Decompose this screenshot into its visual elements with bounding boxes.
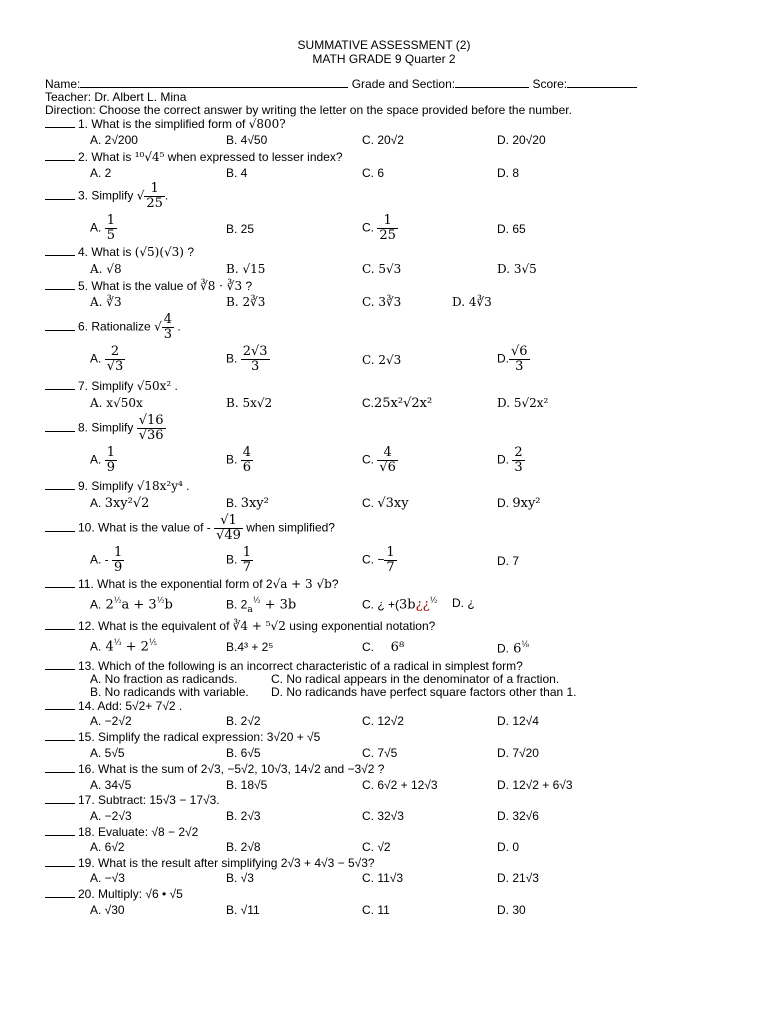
question-text: 16. What is the sum of 2√3, −5√2, 10√3, 14√2 and −3√2 ? [78,762,385,776]
question-18 [45,825,198,839]
name-label: Name: [45,77,81,91]
option-d: D. 4∛3 [452,295,492,309]
fraction: $\frac{4}{3}$ [163,312,172,342]
score-label: Score: [532,77,568,91]
option-c: C. 6√2 + 12√3 [362,778,438,792]
option-d: D. 9xy² [497,496,541,511]
option-c: C. 11√3 [362,871,404,885]
answer-blank[interactable] [45,150,75,161]
question-text: 19. What is the result after simplifying 2√3 + 4√3 − 5√3? [78,856,375,870]
option-c: C. 7√5 [362,746,398,760]
option-b: B. √3 [226,871,254,885]
option-b: B. 2√8 [226,840,261,854]
question-12 [45,619,435,633]
option-a: A. No fraction as radicands. [90,672,238,686]
option-a: A. −√3 [90,871,125,885]
question-tail: when expressed to lesser index? [167,150,343,164]
answer-blank[interactable] [45,279,75,290]
question-11 [45,577,339,591]
option-c: C. 12√2 [362,714,404,728]
question-text: 17. Subtract: 15√3 − 17√3. [78,793,220,807]
answer-blank[interactable] [45,659,75,670]
question-math: ¹⁰√4⁵ [134,150,165,164]
option-c: C. √2 [362,840,391,854]
question-tail: . [174,379,178,393]
option-b: B. 3xy² [226,496,269,511]
name-blank[interactable] [80,87,348,88]
option-c: C. − $\frac{1}{7}$ [362,545,395,575]
question-text: 15. Simplify the radical expression: 3√20 + √5 [78,730,321,744]
option-b: B. 2√2 [226,714,261,728]
question-text: 20. Multiply: √6 • √5 [78,887,183,901]
answer-blank[interactable] [45,421,75,432]
answer-blank[interactable] [45,619,75,630]
question-math: √18x²y⁴ [136,479,183,493]
answer-blank[interactable] [45,117,75,128]
option-a: A. $4^{\frac{1}{3}} + 2^{\frac{1}{5}}$ [90,638,157,655]
option-d: D. 3√5 [497,262,537,276]
option-d: D. 5√2x² [497,396,549,410]
answer-blank[interactable] [45,577,75,588]
question-tail: ? [331,577,339,591]
question-text: 4. What is [78,245,132,259]
option-c: C. 6 [362,166,385,180]
option-c: C. ¿ +(3b¿¿$^{\frac{1}{2}}$ [362,596,438,613]
option-a: A. √8 [90,262,122,276]
answer-blank[interactable] [45,856,75,867]
option-d: D. 21√3 [497,871,539,885]
question-19 [45,856,375,870]
question-13 [45,659,523,673]
question-9 [45,479,189,493]
option-a: A. $\frac{1}{9}$ [90,445,115,475]
option-d: D. 20√20 [497,133,546,147]
fraction: $\frac{√16}{√36}$ [138,413,164,443]
question-tail: using exponential notation? [289,619,436,633]
answer-blank[interactable] [45,793,75,804]
option-b: B. 4√50 [226,133,268,147]
option-d: D. 0 [497,840,520,854]
question-text: 18. Evaluate: √8 − 2√2 [78,825,199,839]
question-text: 10. What is the value of - [78,520,211,535]
option-b: B. $\frac{4}{6}$ [226,445,251,475]
option-a: A. −2√2 [90,714,132,728]
question-1 [45,117,286,131]
option-c: C. √3xy [362,496,409,511]
option-d: D. 65 [497,222,526,236]
option-b: B. $2_a^{\frac{1}{2}} + 3b$ [226,596,297,615]
question-10 [45,514,335,543]
grade-label: Grade and Section: [351,77,456,91]
option-a: A. ∛3 [90,295,122,309]
option-b: B. 6√5 [226,746,261,760]
fraction: $\frac{√1}{√49}$ [216,513,241,543]
option-b: B. 5x√2 [226,396,273,410]
question-text: 8. Simplify [78,420,134,435]
answer-blank[interactable] [45,762,75,773]
option-c: C. 20√2 [362,133,404,147]
option-a: A. $\frac{1}{5}$ [90,213,115,243]
question-tail: ? [245,279,253,293]
option-d: D. $\frac{√6}{3}$ [497,344,528,374]
option-a: A. 5√5 [90,746,125,760]
question-4 [45,245,194,259]
question-text: 2. What is [78,150,132,164]
option-c: C.25x²√2x² [362,396,433,411]
question-math: ∛4 + ⁵√2 [232,619,286,633]
question-tail: ? [187,245,195,259]
option-b: B. √11 [226,903,260,917]
option-a: A. 6√2 [90,840,125,854]
option-c: C. 32√3 [362,809,404,823]
option-b: B.4³ + 2⁵ [226,640,274,654]
question-20 [45,887,183,901]
question-text: 3. Simplify [78,188,134,203]
question-5 [45,279,252,293]
answer-blank[interactable] [45,825,75,836]
answer-blank[interactable] [45,320,75,331]
question-math: √a + 3 √b [272,577,332,591]
option-d: D. ¿ [452,596,475,610]
question-text: 11. What is the exponential form of 2 [78,577,273,591]
question-tail: when simplified? [246,520,335,535]
answer-blank[interactable] [45,887,75,898]
student-info-line [45,77,637,91]
option-a: A. −2√3 [90,809,132,823]
answer-blank[interactable] [45,730,75,741]
question-text: 1. What is the simplified form of [78,117,246,131]
option-d: D. 7√20 [497,746,539,760]
question-tail: . [186,479,190,493]
question-math: (√5)(√3) [134,245,184,259]
option-b: B. 2∛3 [226,295,266,309]
question-15 [45,730,320,744]
question-16 [45,762,384,776]
direction-line: Direction: Choose the correct answer by writing the letter on the space provided before the number. [45,103,572,117]
option-b: B. No radicands with variable. [90,685,249,699]
option-d: D. No radicands have perfect square factors other than 1. [271,685,577,699]
option-a: A. 2 [90,166,112,180]
answer-blank[interactable] [45,189,75,200]
option-d: D. 12√2 + 6√3 [497,778,573,792]
option-a: A. 34√5 [90,778,132,792]
answer-blank[interactable] [45,699,75,710]
option-a: A. √30 [90,903,125,917]
score-blank[interactable] [567,87,637,88]
question-text: 12. What is the equivalent of [78,619,230,633]
question-8 [45,414,166,443]
question-14 [45,699,182,713]
option-c: C. $\frac{1}{25}$ [362,213,396,243]
answer-blank[interactable] [45,521,75,532]
question-math: √50x² [136,379,172,393]
option-b: B. 4 [226,166,248,180]
option-a: A. 2√200 [90,133,138,147]
fraction: $\frac{1}{25}$ [146,181,163,211]
question-6: 6. Rationalize √ $\frac{4}{3}$ . [45,313,181,342]
assessment-subtitle: MATH GRADE 9 Quarter 2 [312,52,456,66]
question-7 [45,379,178,393]
option-b: B. 25 [226,222,255,236]
answer-blank[interactable] [45,379,75,390]
option-a: A. $\frac{2}{√3}$ [90,344,124,374]
answer-blank[interactable] [45,245,75,256]
option-c: C. 2√3 [362,353,402,367]
question-text: 7. Simplify [78,379,134,393]
option-c: C. $\frac{4}{√6}$ [362,445,396,475]
answer-blank[interactable] [45,479,75,490]
question-text: 6. Rationalize [78,319,151,334]
option-c: C. No radical appears in the denominator of a fraction. [271,672,560,686]
option-d: D. 8 [497,166,520,180]
option-d: D. 32√6 [497,809,539,823]
option-c: C. 5√3 [362,262,402,276]
question-text: 14. Add: 5√2+ 7√2 . [78,699,183,713]
option-d: D. 30 [497,903,526,917]
teacher-line: Teacher: Dr. Albert L. Mina [45,90,187,104]
question-text: 9. Simplify [78,479,134,493]
question-text: 13. Which of the following is an incorrect characteristic of a radical in simplest form? [78,659,523,673]
option-d: D. $\frac{2}{3}$ [497,445,523,475]
option-a: A. 3xy²√2 [90,496,150,511]
option-d: D. 12√4 [497,714,539,728]
option-a: A. - $\frac{1}{9}$ [90,545,123,575]
option-a: A. x√50x [90,396,143,410]
question-17 [45,793,220,807]
option-b: B. 2√3 [226,809,261,823]
question-math: √800? [248,117,286,131]
question-math: ∛8 · ∛3 [200,279,243,293]
option-b: B. √15 [226,262,266,276]
question-2 [45,150,343,164]
option-d: D. 7 [497,554,520,568]
question-3: 3. Simplify √ $\frac{1}{25}$ . [45,182,168,211]
question-text: 5. What is the value of [78,279,197,293]
option-d: D. $6^{\frac{1}{8}}$ [497,640,530,657]
option-b: B. 18√5 [226,778,268,792]
option-c: C. 11 [362,903,390,917]
option-b: B. $\frac{1}{7}$ [226,545,251,575]
option-a: A. $2^{\frac{1}{2}}a + 3^{\frac{1}{2}}b$ [90,596,173,613]
grade-blank[interactable] [455,87,529,88]
option-b: B. $\frac{2√3}{3}$ [226,344,268,374]
option-c: C. 6⁸ [362,640,405,655]
assessment-title: SUMMATIVE ASSESSMENT (2) [297,38,471,52]
option-c: C. 3∛3 [362,295,402,309]
